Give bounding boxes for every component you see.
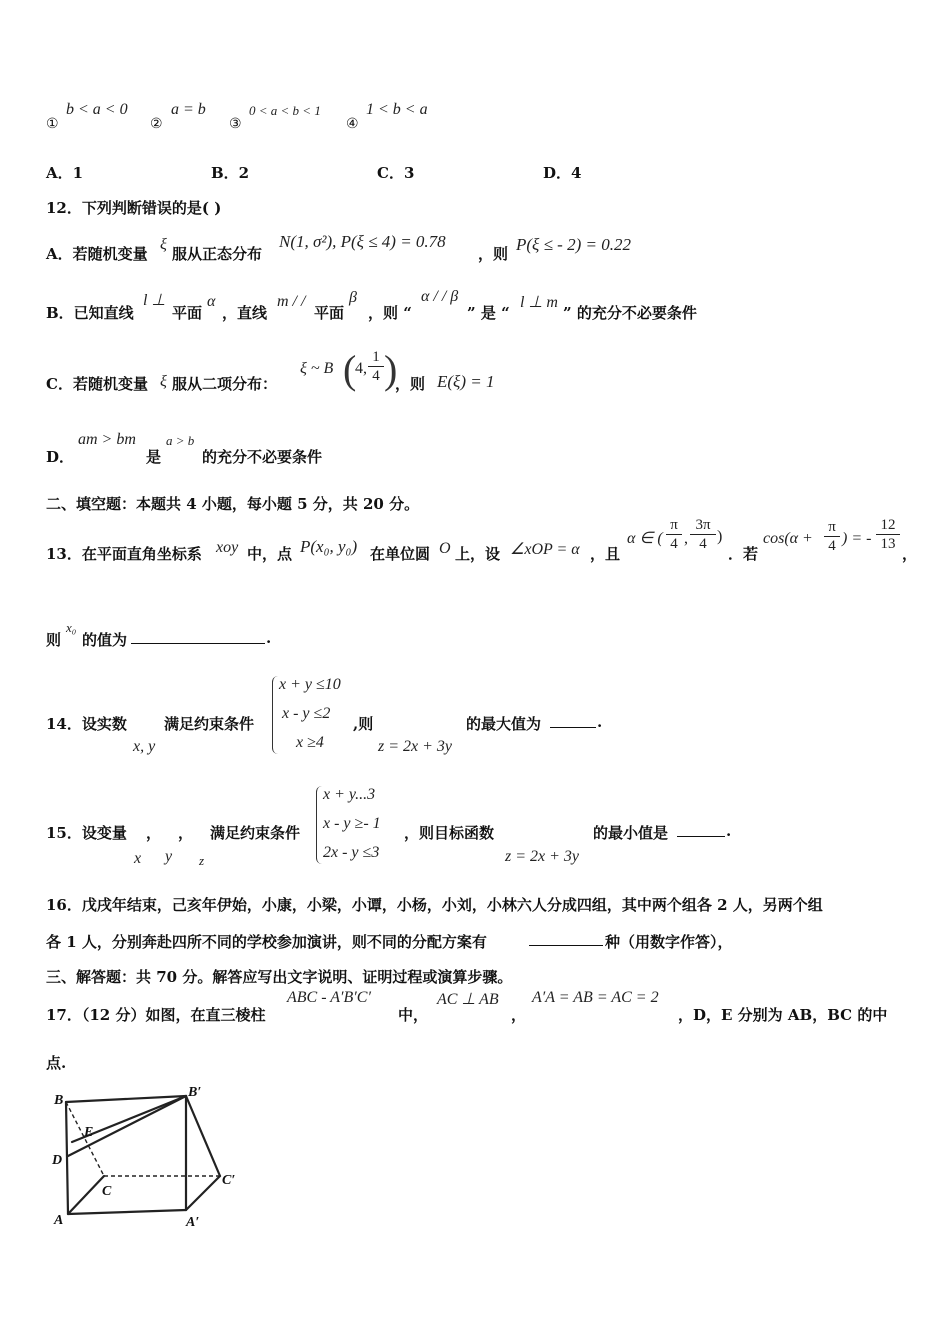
math-expression: cos(α + <box>763 530 813 547</box>
math-expression: m / / <box>277 293 306 310</box>
q12-option-b-text: ，则 “ <box>368 304 412 322</box>
option-marker: ④ <box>346 116 359 132</box>
question-13-text: 的值为 <box>82 631 128 649</box>
math-symbol: ξ <box>160 373 167 390</box>
section-heading: 二、填空题：本题共 4 小题，每小题 5 分，共 20 分。 <box>46 495 420 513</box>
vertex-label: B′ <box>188 1085 202 1100</box>
math-expression: a = b <box>171 101 206 118</box>
math-expression: ABC - A′B′C′ <box>287 989 371 1006</box>
question-13-text: ，且 <box>590 545 621 563</box>
edge-bprime-cprime <box>186 1096 220 1176</box>
math-expression: z = 2x + 3y <box>378 738 453 755</box>
question-16-text: 16．戊戌年结束，己亥年伊始，小康，小梁，小谭，小杨，小刘，小林六人分成四组，其中两个组各 2 人，另两个组 <box>46 896 823 914</box>
vertex-label: D <box>52 1153 63 1168</box>
constraint: x + y...3 <box>323 786 376 803</box>
math-symbol: ξ <box>160 236 167 253</box>
q12-option-b-text: B．已知直线 <box>46 304 134 322</box>
answer-choice-c: C．3 <box>377 164 415 182</box>
q12-option-d-text: D． <box>46 448 75 466</box>
constraint: x + y ≤10 <box>279 676 341 693</box>
constraint: x - y ≥- 1 <box>323 815 381 832</box>
edge-aa <box>68 1210 186 1214</box>
q12-option-b-text: ” 的充分不必要条件 <box>563 304 697 322</box>
question-13-text: 在单位圆 <box>370 545 431 563</box>
math-expression: α / / β <box>421 288 459 305</box>
math-expression: E(ξ) = 1 <box>437 372 495 391</box>
q12-option-a-text: 服从正态分布 <box>172 245 263 263</box>
question-12-title: 12．下列判断错误的是( ) <box>46 199 222 217</box>
math-expression: α <box>207 293 216 310</box>
math-expression: ∠xOP = α <box>510 541 580 558</box>
vertex-label: E <box>84 1125 94 1140</box>
math-expression: 0 < a < b < 1 <box>249 103 321 118</box>
math-expression: 4, <box>355 360 367 377</box>
fraction: $\frac{3\pi}{4}$ <box>690 516 716 553</box>
question-14-text: 的最大值为 <box>466 715 542 733</box>
question-15-text: 的最小值是 <box>593 824 669 842</box>
math-expression: N(1, σ²), P(ξ ≤ 4) = 0.78 <box>279 232 446 251</box>
edge-ba <box>66 1102 68 1214</box>
question-15-text: ， <box>146 824 162 842</box>
math-variable: z <box>199 853 205 868</box>
edge-ac <box>68 1176 104 1214</box>
math-expression: O <box>439 540 451 557</box>
prism-figure <box>44 1082 254 1232</box>
question-16-text: 各 1 人，分别奔赴四所不同的学校参加演讲，则不同的分配方案有 <box>46 933 487 951</box>
question-15-text: . <box>726 822 732 840</box>
q12-option-c-text: ，则 <box>395 375 426 393</box>
q12-option-d-text: 是 <box>146 448 162 466</box>
section-heading: 三、解答题：共 70 分。解答应写出文字说明、证明过程或演算步骤。 <box>46 968 513 986</box>
vertex-label: B <box>54 1093 64 1108</box>
option-marker: ③ <box>229 116 242 132</box>
math-variable: y <box>165 848 173 865</box>
math-expression: am > bm <box>78 431 136 448</box>
question-17-text: 中， <box>398 1006 429 1024</box>
question-14-text: 14．设实数 <box>46 715 127 733</box>
math-expression: xoy <box>216 539 239 556</box>
edge-aprime-cprime <box>186 1176 220 1210</box>
q12-option-b-text: 平面 <box>172 304 203 322</box>
question-13-text: . <box>266 629 272 647</box>
question-17-text: 17．（12 分）如图，在直三棱柱 <box>46 1006 266 1024</box>
question-13-text: ．若 <box>728 545 759 563</box>
math-expression: A′A = AB = AC = 2 <box>532 989 659 1006</box>
q12-option-d-text: 的充分不必要条件 <box>202 448 323 466</box>
question-15-text: 满足约束条件 <box>210 824 301 842</box>
math-expression: ) = - <box>842 530 872 547</box>
answer-blank[interactable] <box>131 629 265 644</box>
vertex-label: A <box>54 1213 64 1228</box>
question-13-text: 13．在平面直角坐标系 <box>46 545 202 563</box>
math-expression: P(ξ ≤ - 2) = 0.22 <box>516 235 631 254</box>
question-17-text: ，D，E 分别为 AB，BC 的中 <box>678 1006 888 1024</box>
fraction: $\frac{\pi}{4}$ <box>666 516 682 553</box>
answer-blank[interactable] <box>677 822 725 837</box>
math-expression: P(x₀, y₀) <box>300 537 358 556</box>
math-expression: AC ⊥ AB <box>437 991 499 1008</box>
math-expression: ) <box>717 528 723 545</box>
answer-blank[interactable] <box>529 931 603 946</box>
option-marker: ① <box>46 116 59 132</box>
q12-option-b-text: ” 是 “ <box>467 304 510 322</box>
question-14-text: 满足约束条件 <box>164 715 255 733</box>
vertex-label: C <box>102 1184 112 1199</box>
math-expression: l ⊥ m <box>520 294 558 311</box>
question-15-text: ， <box>178 824 194 842</box>
answer-choice-d: D．4 <box>543 164 582 182</box>
math-expression: ξ ~ B <box>300 360 334 377</box>
question-13-text: 上，设 <box>455 545 501 563</box>
math-expression: 1 < b < a <box>366 101 428 118</box>
q12-option-b-text: 平面 <box>314 304 345 322</box>
fraction: $\frac{12}{13}$ <box>876 516 900 553</box>
q12-option-c-text: C．若随机变量 <box>46 375 148 393</box>
math-expression: β <box>349 289 357 306</box>
math-expression: a > b <box>166 433 195 448</box>
constraint: x ≥4 <box>296 734 324 751</box>
q12-option-c-text: 服从二项分布： <box>172 375 278 393</box>
vertex-label: A′ <box>186 1215 200 1230</box>
math-expression: α ∈ ( <box>627 530 663 547</box>
fraction: $\frac{1}{4}$ <box>368 348 384 385</box>
q12-option-a-text: A．若随机变量 <box>46 245 148 263</box>
answer-choice-b: B．2 <box>211 164 250 182</box>
question-13-text: 中，点 <box>247 545 293 563</box>
constraint: 2x - y ≤3 <box>323 844 380 861</box>
question-13-text: 则 <box>46 631 62 649</box>
constraint: x - y ≤2 <box>282 705 331 722</box>
question-15-text: 15．设变量 <box>46 824 127 842</box>
question-17-text: ， <box>511 1006 527 1024</box>
answer-choice-a: A．1 <box>46 164 84 182</box>
math-expression: x, y <box>133 738 156 755</box>
question-14-text: ,则 <box>353 715 374 733</box>
option-marker: ② <box>150 116 163 132</box>
answer-blank[interactable] <box>550 713 596 728</box>
math-expression: l ⊥ <box>143 292 166 309</box>
math-expression: z = 2x + 3y <box>505 848 580 865</box>
question-13-text: ， <box>902 545 918 563</box>
fraction: $\frac{\pi}{4}$ <box>824 518 840 555</box>
edge-bb <box>66 1096 186 1102</box>
question-16-text: 种（用数字作答）， <box>605 933 733 951</box>
math-expression: b < a < 0 <box>66 101 128 118</box>
question-15-text: ，则目标函数 <box>404 824 495 842</box>
question-17-text: 点. <box>46 1054 67 1072</box>
q12-option-a-text: ，则 <box>478 245 509 263</box>
math-expression: x₀ <box>66 620 77 635</box>
math-variable: x <box>134 850 142 867</box>
vertex-label: C′ <box>222 1173 236 1188</box>
question-14-text: . <box>597 713 603 731</box>
q12-option-b-text: ，直线 <box>222 304 268 322</box>
